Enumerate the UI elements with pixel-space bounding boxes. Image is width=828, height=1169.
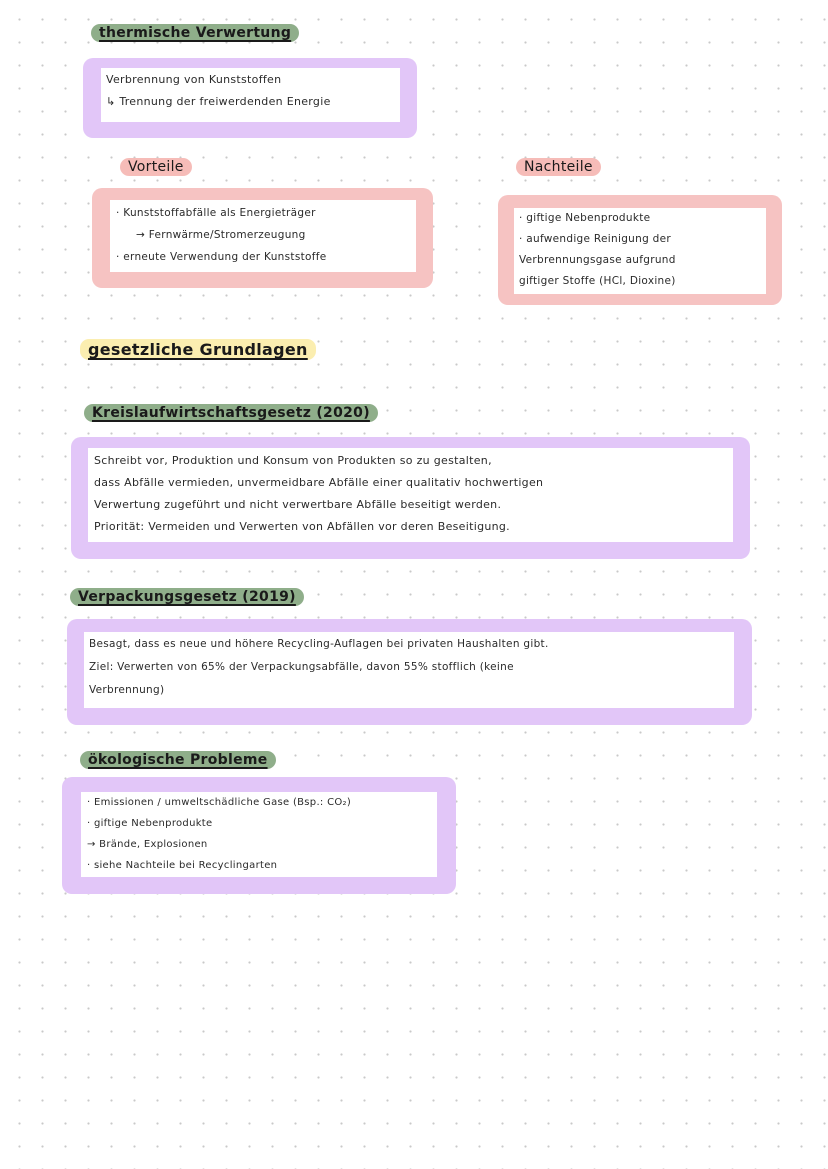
section-heading-thermische-verwertung: thermische Verwertung [91,24,299,42]
text-line: Priorität: Vermeiden und Verwerten von Abfällen vor deren Beseitigung. [94,520,510,533]
section-heading-kreislaufwirtschaftsgesetz: Kreislaufwirtschaftsgesetz (2020) [84,404,378,422]
text-line: → Brände, Explosionen [87,839,208,850]
section-heading-oekologische-probleme: ökologische Probleme [80,751,276,769]
text-kreislaufwirtschaftsgesetz [88,448,733,542]
heading-nachteile: Nachteile [516,158,601,176]
text-line: Verwertung zugeführt und nicht verwertbare Abfälle beseitigt werden. [94,498,502,511]
text-oekologische-probleme [81,792,437,877]
text-line: · erneute Verwendung der Kunststoffe [116,251,327,263]
heading-gesetzliche-grundlagen: gesetzliche Grundlagen [80,339,316,360]
text-line: Schreibt vor, Produktion und Konsum von Produkten so zu gestalten, [94,454,492,467]
text-line: · giftige Nebenprodukte [87,818,213,829]
text-line: Verbrennungsgase aufgrund [519,254,676,266]
text-line: giftiger Stoffe (HCl, Dioxine) [519,275,676,287]
heading-vorteile: Vorteile [120,158,192,176]
text-line: → Fernwärme/Stromerzeugung [136,229,306,241]
text-line: · Emissionen / umweltschädliche Gase (Bsp.: CO₂) [87,797,352,808]
text-line: Ziel: Verwerten von 65% der Verpackungsabfälle, davon 55% stofflich (keine [89,661,514,673]
text-line: · aufwendige Reinigung der [519,233,672,245]
text-line: Verbrennung) [89,684,165,696]
text-verpackungsgesetz [84,632,734,708]
text-line: Besagt, dass es neue und höhere Recycling-Auflagen bei privaten Haushalten gibt. [89,638,549,650]
text-line: Verbrennung von Kunststoffen [106,73,282,86]
text-line: · Kunststoffabfälle als Energieträger [116,207,316,219]
section-heading-verpackungsgesetz: Verpackungsgesetz (2019) [70,588,304,606]
text-line: · siehe Nachteile bei Recyclingarten [87,860,278,871]
text-line: ↳ Trennung der freiwerdenden Energie [106,95,331,108]
text-line: dass Abfälle vermieden, unvermeidbare Abfälle einer qualitativ hochwertigen [94,476,544,489]
text-nachteile [514,208,766,294]
text-vorteile [110,200,416,272]
text-line: · giftige Nebenprodukte [519,212,651,224]
text-thermische-verwertung [101,68,400,122]
